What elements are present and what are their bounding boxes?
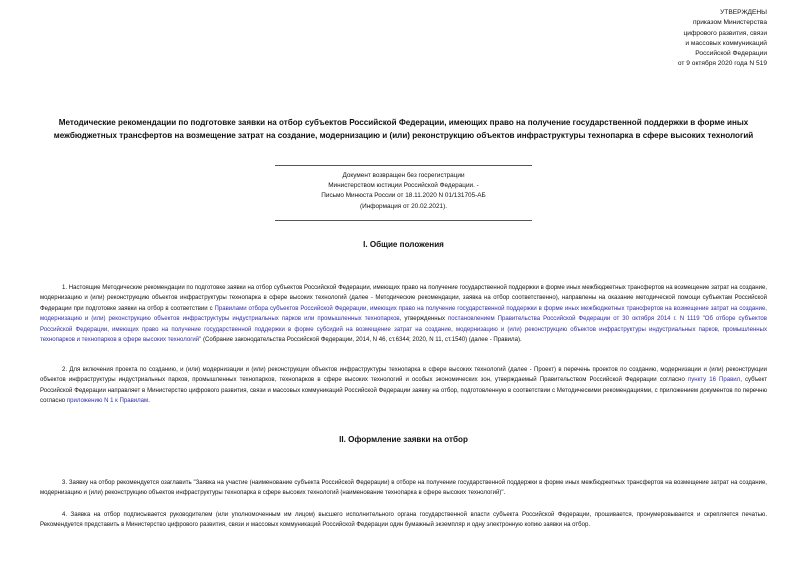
approval-line: цифрового развития, связи [683,29,767,37]
registration-notice [275,165,532,221]
paragraph-4 [40,510,767,531]
notice-line: Министерством юстиции Российской Федерации. - [328,182,479,190]
paragraph-text: 4. Заявка на отбор подписывается руководителем (или уполномоченным им лицом) высшего исполнительного органа государственной власти субъекта Российской Федерации, прошивается, пронумеровывается и скрепляется печатью. Рекомендуется представить в Министерство цифрового развития, связи и массовых коммуникаций Российской Федерации один бумажный экземпляр и одну электронную копию заявки на отбор. [40,512,767,529]
notice-line: Документ возвращен без госрегистрации [342,172,465,179]
notice-line: Письмо Минюста России от 18.11.2020 N 01/131705-АБ [321,192,486,200]
paragraph-3 [40,478,767,499]
notice-line: (Информация от 20.02.2021). [359,202,448,210]
rules-point-16-link[interactable]: пункту 16 Правил [687,377,741,384]
paragraph-text: (Собрание законодательства Российской Федерации, 2014, N 46, ст.6344; 2020, N 11, ст.1540) (далее - Правила). [201,337,522,344]
paragraph-text: 3. Заявку на отбор рекомендуется озаглавить "Заявка на участие (наименование субъекта Российской Федерации) в отборе на получение государственной поддержки в форме иных межбюджетных трансфертов на возмещение затрат на создание, модернизацию и (или) реконструкцию объектов инфраструктуры технопарка в сфере высоких технологий (наименование технопарка в сфере высоких технологий)". [40,480,767,497]
approval-line: от 9 октября 2020 года N 519 [677,60,767,68]
paragraph-text: , субъект Российской Федерации направляет в Министерство цифрового развития, связи и массовых коммуникаций Российской Федерации заявку на отбор, подготовленную в соответствии с Методическими рекомендациями, с приложением документов по перечню согласно [40,377,767,405]
rules-link[interactable]: Правилами отбора субъектов Российской Федерации, имеющих право на получение государственной поддержки в форме иных межбюджетных трансфертов на возмещение затрат на создание, модернизацию и (или) реконструкцию объектов инфраструктуры индустриальных парков или промышленных технопарков [40,305,767,323]
paragraph-text: . [148,398,150,405]
section-heading-general: I. Общие положения [363,240,444,249]
paragraph-text: , утвержденных [399,316,448,323]
paragraph-2 [40,365,767,407]
approval-line: и массовых коммуникаций [685,39,767,47]
resolution-link[interactable]: постановлением Правительства Российской Федерации от 30 октября 2014 г. N 1119 "Об отборе субъектов Российской Федерации, имеющих право на получение государственной поддержки в форме субсидий на возмещение затрат на создание, модернизацию и (или) реконструкцию объектов инфраструктуры индустриальных парков, промышленных технопарков и технопарков в сфере высоких технологий" [40,316,767,344]
paragraph-text: 2. Для включения проекта по созданию, и (или) модернизации и (или) реконструкции объектов инфраструктуры технопарка в сфере высоких технологий (далее - Проект) в перечень проектов по созданию, модернизации и (или) реконструкции объектов инфраструктуры индустриальных парков, промышленных технопарков, технопарков в сфере высоких технологий и особых экономических зон, утверждаемый Правительством Российской Федерации согласно [40,367,767,384]
approval-line: приказом Министерства [692,19,767,27]
appendix-1-link[interactable]: приложению N 1 к Правилам [66,398,149,405]
paragraph-text: 1. Настоящие Методические рекомендации по подготовке заявки на отбор субъектов Российской Федерации, имеющих право на получение государственной поддержки в форме иных межбюджетных трансфертов на возмещение затрат на создание, модернизацию и (или) реконструкцию объектов инфраструктуры технопарка в сфере высоких технологий (далее - Методические рекомендации, заявка на отбор соответственно), направлены на оказание методической помощи субъектам Российской Федерации при подготовке заявки на отбор в соответствии с [40,285,767,312]
paragraph-1 [40,283,767,345]
document-title: Методические рекомендации по подготовке заявки на отбор субъектов Российской Федерации, имеющих право на получение государственной поддержки в форме иных межбюджетных трансфертов на возмещение затрат на создание, модернизацию и (или) реконструкцию объектов инфраструктуры технопарка в сфере высоких технологий [53,118,754,140]
approval-line: Российской Федерации [695,50,767,58]
approval-line: УТВЕРЖДЕНЫ [720,9,767,16]
approval-block [567,8,767,70]
section-heading-application: II. Оформление заявки на отбор [339,435,468,444]
